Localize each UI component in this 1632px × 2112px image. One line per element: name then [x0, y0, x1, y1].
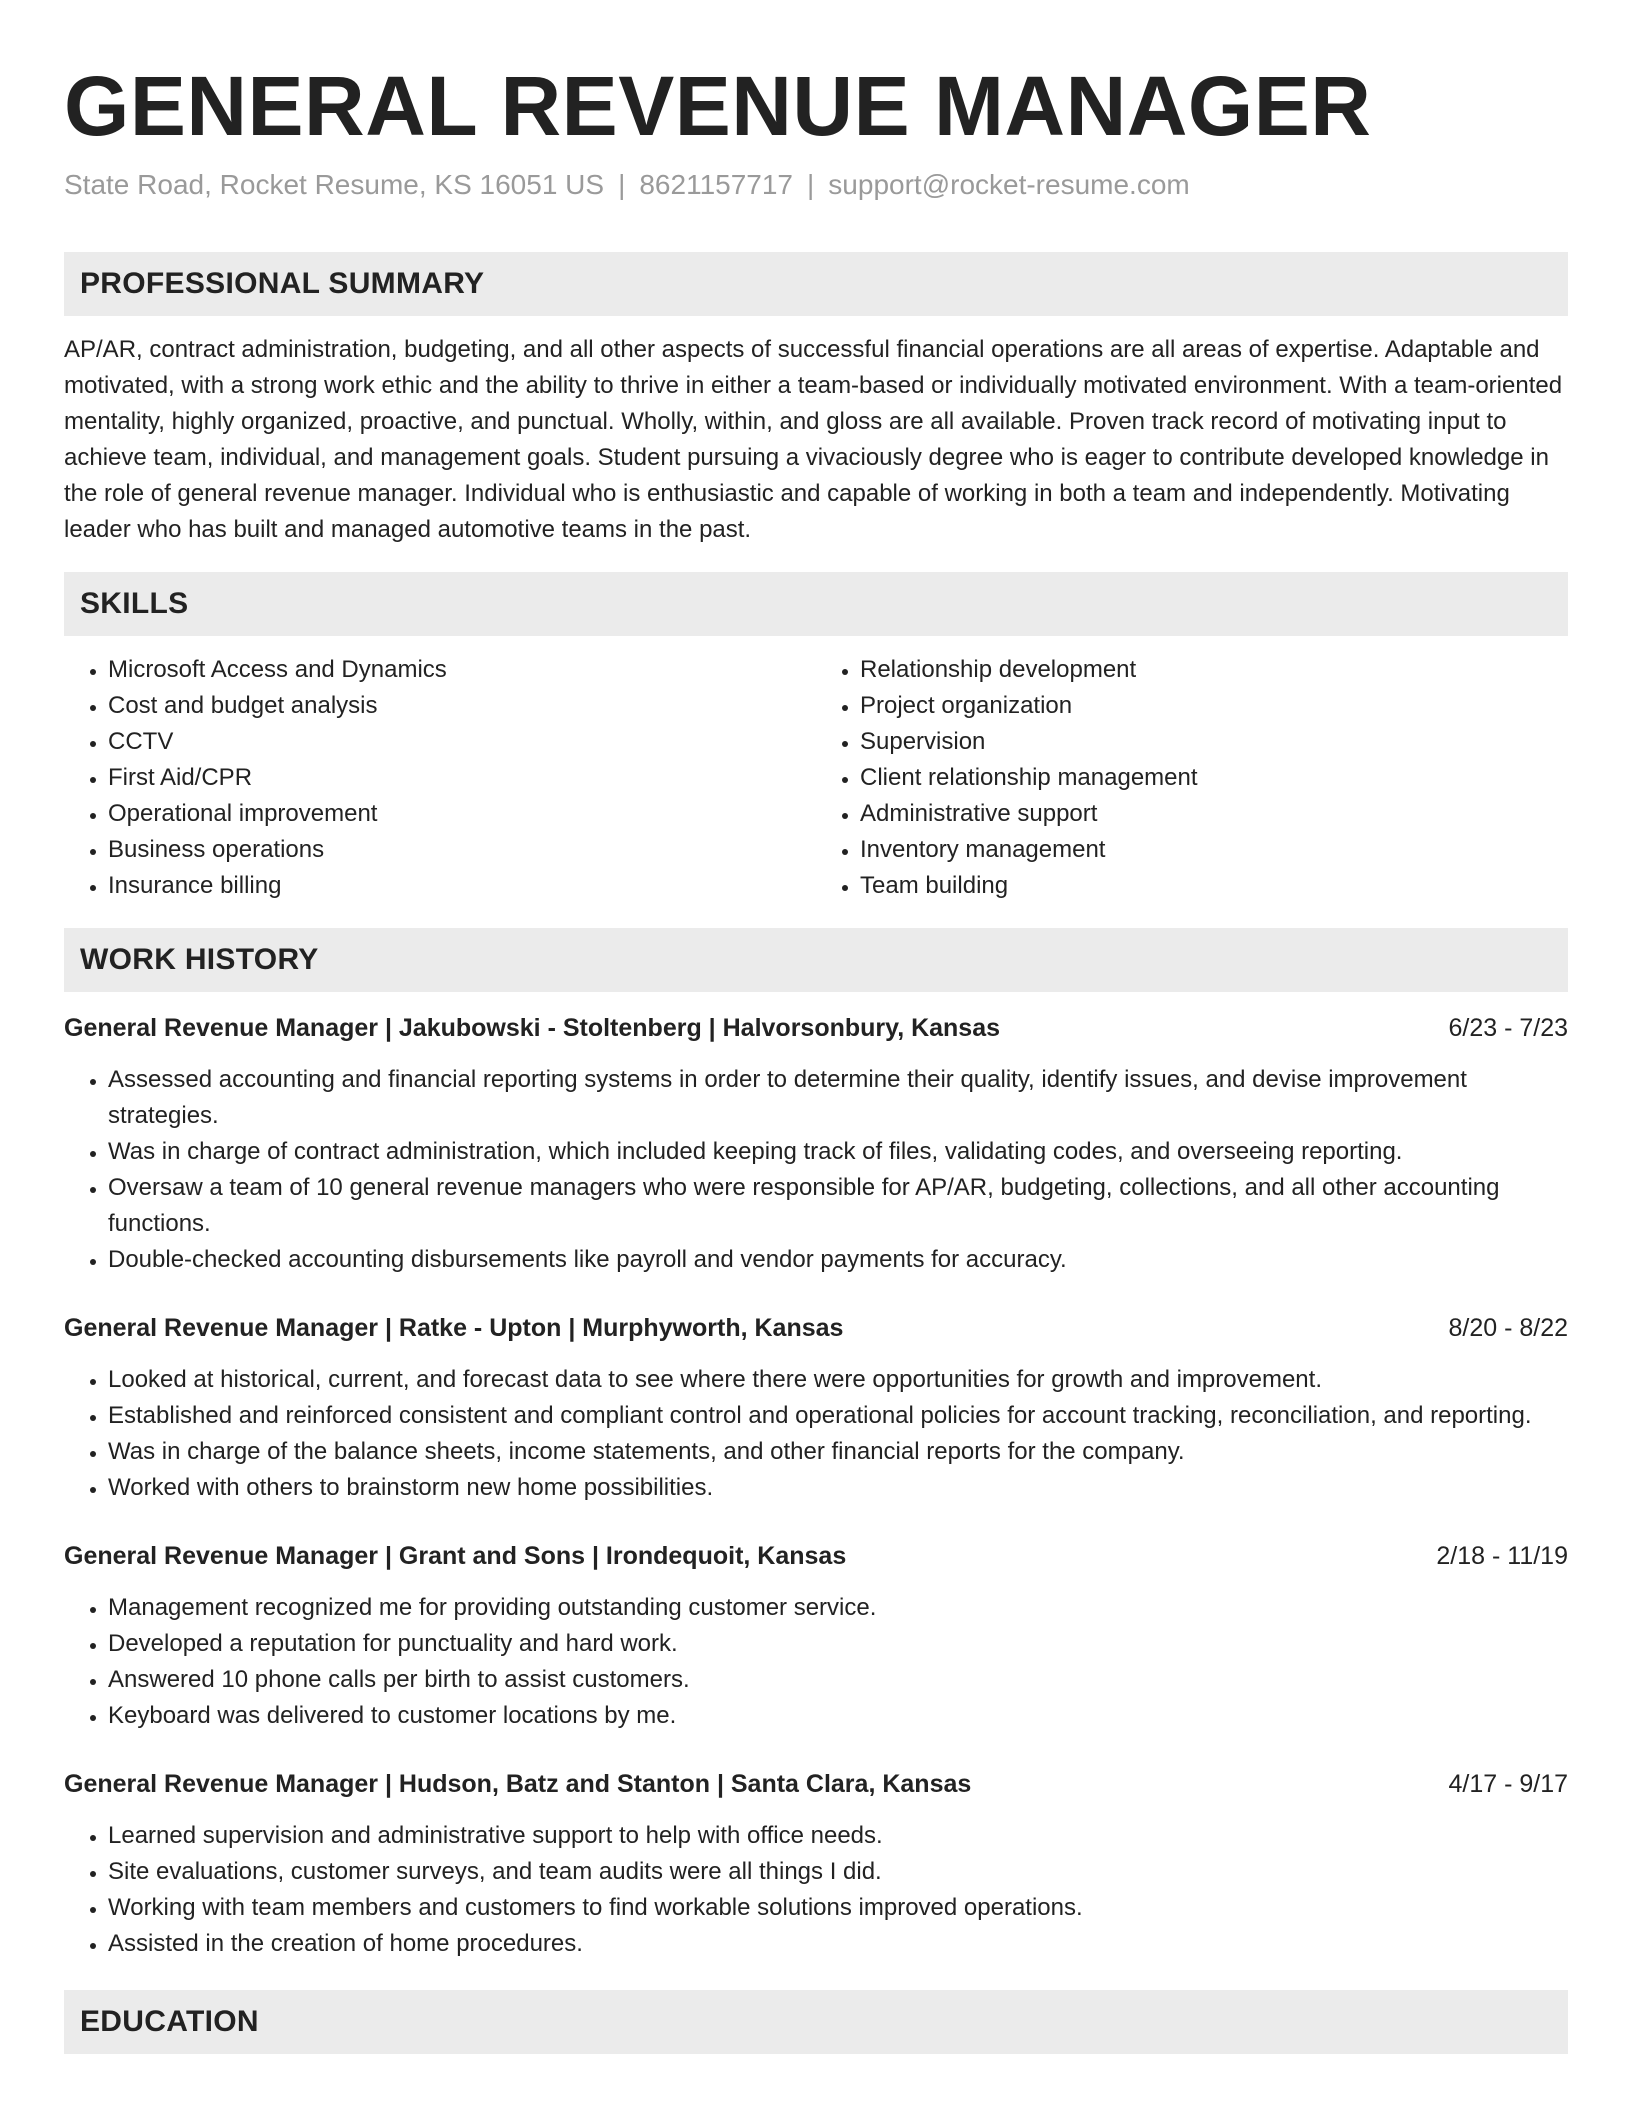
job-entry: [64, 1310, 1568, 1506]
section-header-work-history: [64, 928, 1568, 992]
section-title-summary: PROFESSIONAL SUMMARY: [80, 267, 485, 300]
job-entry: [64, 1538, 1568, 1734]
skills-list-left: [64, 652, 816, 904]
resume-name-title: GENERAL REVENUE MANAGER: [64, 59, 1372, 153]
job-bullet: • Looked at historical, current, and forecast data to see where there were opportunities for growth and improvement.: [108, 1362, 1568, 1398]
skill-item: • Microsoft Access and Dynamics: [108, 652, 816, 688]
job-header: [64, 1538, 1568, 1574]
skills-grid: [64, 652, 1568, 904]
job-header: [64, 1310, 1568, 1346]
skill-item: • Operational improvement: [108, 796, 816, 832]
skill-item: • First Aid/CPR: [108, 760, 816, 796]
job-bullet: • Site evaluations, customer surveys, and team audits were all things I did.: [108, 1854, 1568, 1890]
job-bullet: • Assessed accounting and financial reporting systems in order to determine their quality, identify issues, and devise improvement strategies.: [108, 1062, 1568, 1134]
job-header: [64, 1766, 1568, 1802]
job-bullet: • Double-checked accounting disbursements like payroll and vendor payments for accuracy.: [108, 1242, 1568, 1278]
job-bullet: • Oversaw a team of 10 general revenue managers who were responsible for AP/AR, budgeting, collections, and all other accounting functions.: [108, 1170, 1568, 1242]
contact-separator: |: [807, 169, 815, 200]
skill-item: • Insurance billing: [108, 868, 816, 904]
contact-line: [64, 168, 1568, 202]
skill-item: • Team building: [860, 868, 1568, 904]
job-dates: 6/23 - 7/23: [1448, 1014, 1568, 1042]
job-bullets: [64, 1062, 1568, 1278]
skill-item: • Inventory management: [860, 832, 1568, 868]
skill-item: • Business operations: [108, 832, 816, 868]
skill-item: • Cost and budget analysis: [108, 688, 816, 724]
job-bullet: • Established and reinforced consistent and compliant control and operational policies for account tracking, reconciliation, and reporting.: [108, 1398, 1568, 1434]
section-title-skills: SKILLS: [80, 587, 189, 620]
job-dates: 2/18 - 11/19: [1436, 1542, 1568, 1570]
section-header-skills: [64, 572, 1568, 636]
skill-item: • Relationship development: [860, 652, 1568, 688]
job-entry: [64, 1010, 1568, 1278]
skill-item: • Supervision: [860, 724, 1568, 760]
job-bullets: [64, 1818, 1568, 1962]
job-bullets: [64, 1362, 1568, 1506]
job-bullet: • Developed a reputation for punctuality and hard work.: [108, 1626, 1568, 1662]
job-title: General Revenue Manager | Ratke - Upton | Murphyworth, Kansas: [64, 1314, 844, 1342]
job-bullet: • Answered 10 phone calls per birth to assist customers.: [108, 1662, 1568, 1698]
job-title: General Revenue Manager | Grant and Sons | Irondequoit, Kansas: [64, 1542, 847, 1570]
contact-separator: |: [618, 169, 626, 200]
job-title: General Revenue Manager | Jakubowski - Stoltenberg | Halvorsonbury, Kansas: [64, 1014, 1001, 1042]
job-bullet: • Keyboard was delivered to customer locations by me.: [108, 1698, 1568, 1734]
skill-item: • CCTV: [108, 724, 816, 760]
skill-item: • Project organization: [860, 688, 1568, 724]
summary-text: AP/AR, contract administration, budgeting, and all other aspects of successful financial operations are all areas of expertise. Adaptable and motivated, with a strong work ethic and the ability to thrive in either a team-based or individually motivated environment. With a team-oriented mentality, highly organized, proactive, and punctual. Wholly, within, and gloss are all available. Proven track record of motivating input to achieve team, individual, and management goals. Student pursuing a vivaciously degree who is eager to contribute developed knowledge in the role of general revenue manager. Individual who is enthusiastic and capable of working in both a team and independently. Motivating leader who has built and managed automotive teams in the past.: [64, 336, 1563, 543]
section-title-work-history: WORK HISTORY: [80, 943, 319, 976]
contact-email: support@rocket-resume.com: [828, 169, 1190, 200]
job-bullet: • Was in charge of contract administration, which included keeping track of files, validating codes, and overseeing reporting.: [108, 1134, 1568, 1170]
contact-address: State Road, Rocket Resume, KS 16051 US: [64, 169, 605, 200]
job-title: General Revenue Manager | Hudson, Batz and Stanton | Santa Clara, Kansas: [64, 1770, 972, 1798]
skill-item: • Administrative support: [860, 796, 1568, 832]
contact-phone: 8621157717: [639, 169, 794, 200]
job-bullets: [64, 1590, 1568, 1734]
section-header-education: [64, 1990, 1568, 2054]
job-bullet: • Was in charge of the balance sheets, income statements, and other financial reports for the company.: [108, 1434, 1568, 1470]
job-bullet: • Learned supervision and administrative support to help with office needs.: [108, 1818, 1568, 1854]
job-dates: 8/20 - 8/22: [1448, 1314, 1568, 1342]
job-dates: 4/17 - 9/17: [1448, 1770, 1568, 1798]
job-entry: [64, 1766, 1568, 1962]
section-header-summary: [64, 252, 1568, 316]
skill-item: • Client relationship management: [860, 760, 1568, 796]
section-title-education: EDUCATION: [80, 2005, 259, 2038]
job-bullet: • Assisted in the creation of home procedures.: [108, 1926, 1568, 1962]
job-bullet: • Worked with others to brainstorm new home possibilities.: [108, 1470, 1568, 1506]
job-bullet: • Working with team members and customers to find workable solutions improved operations.: [108, 1890, 1568, 1926]
skills-list-right: [816, 652, 1568, 904]
job-bullet: • Management recognized me for providing outstanding customer service.: [108, 1590, 1568, 1626]
job-header: [64, 1010, 1568, 1046]
